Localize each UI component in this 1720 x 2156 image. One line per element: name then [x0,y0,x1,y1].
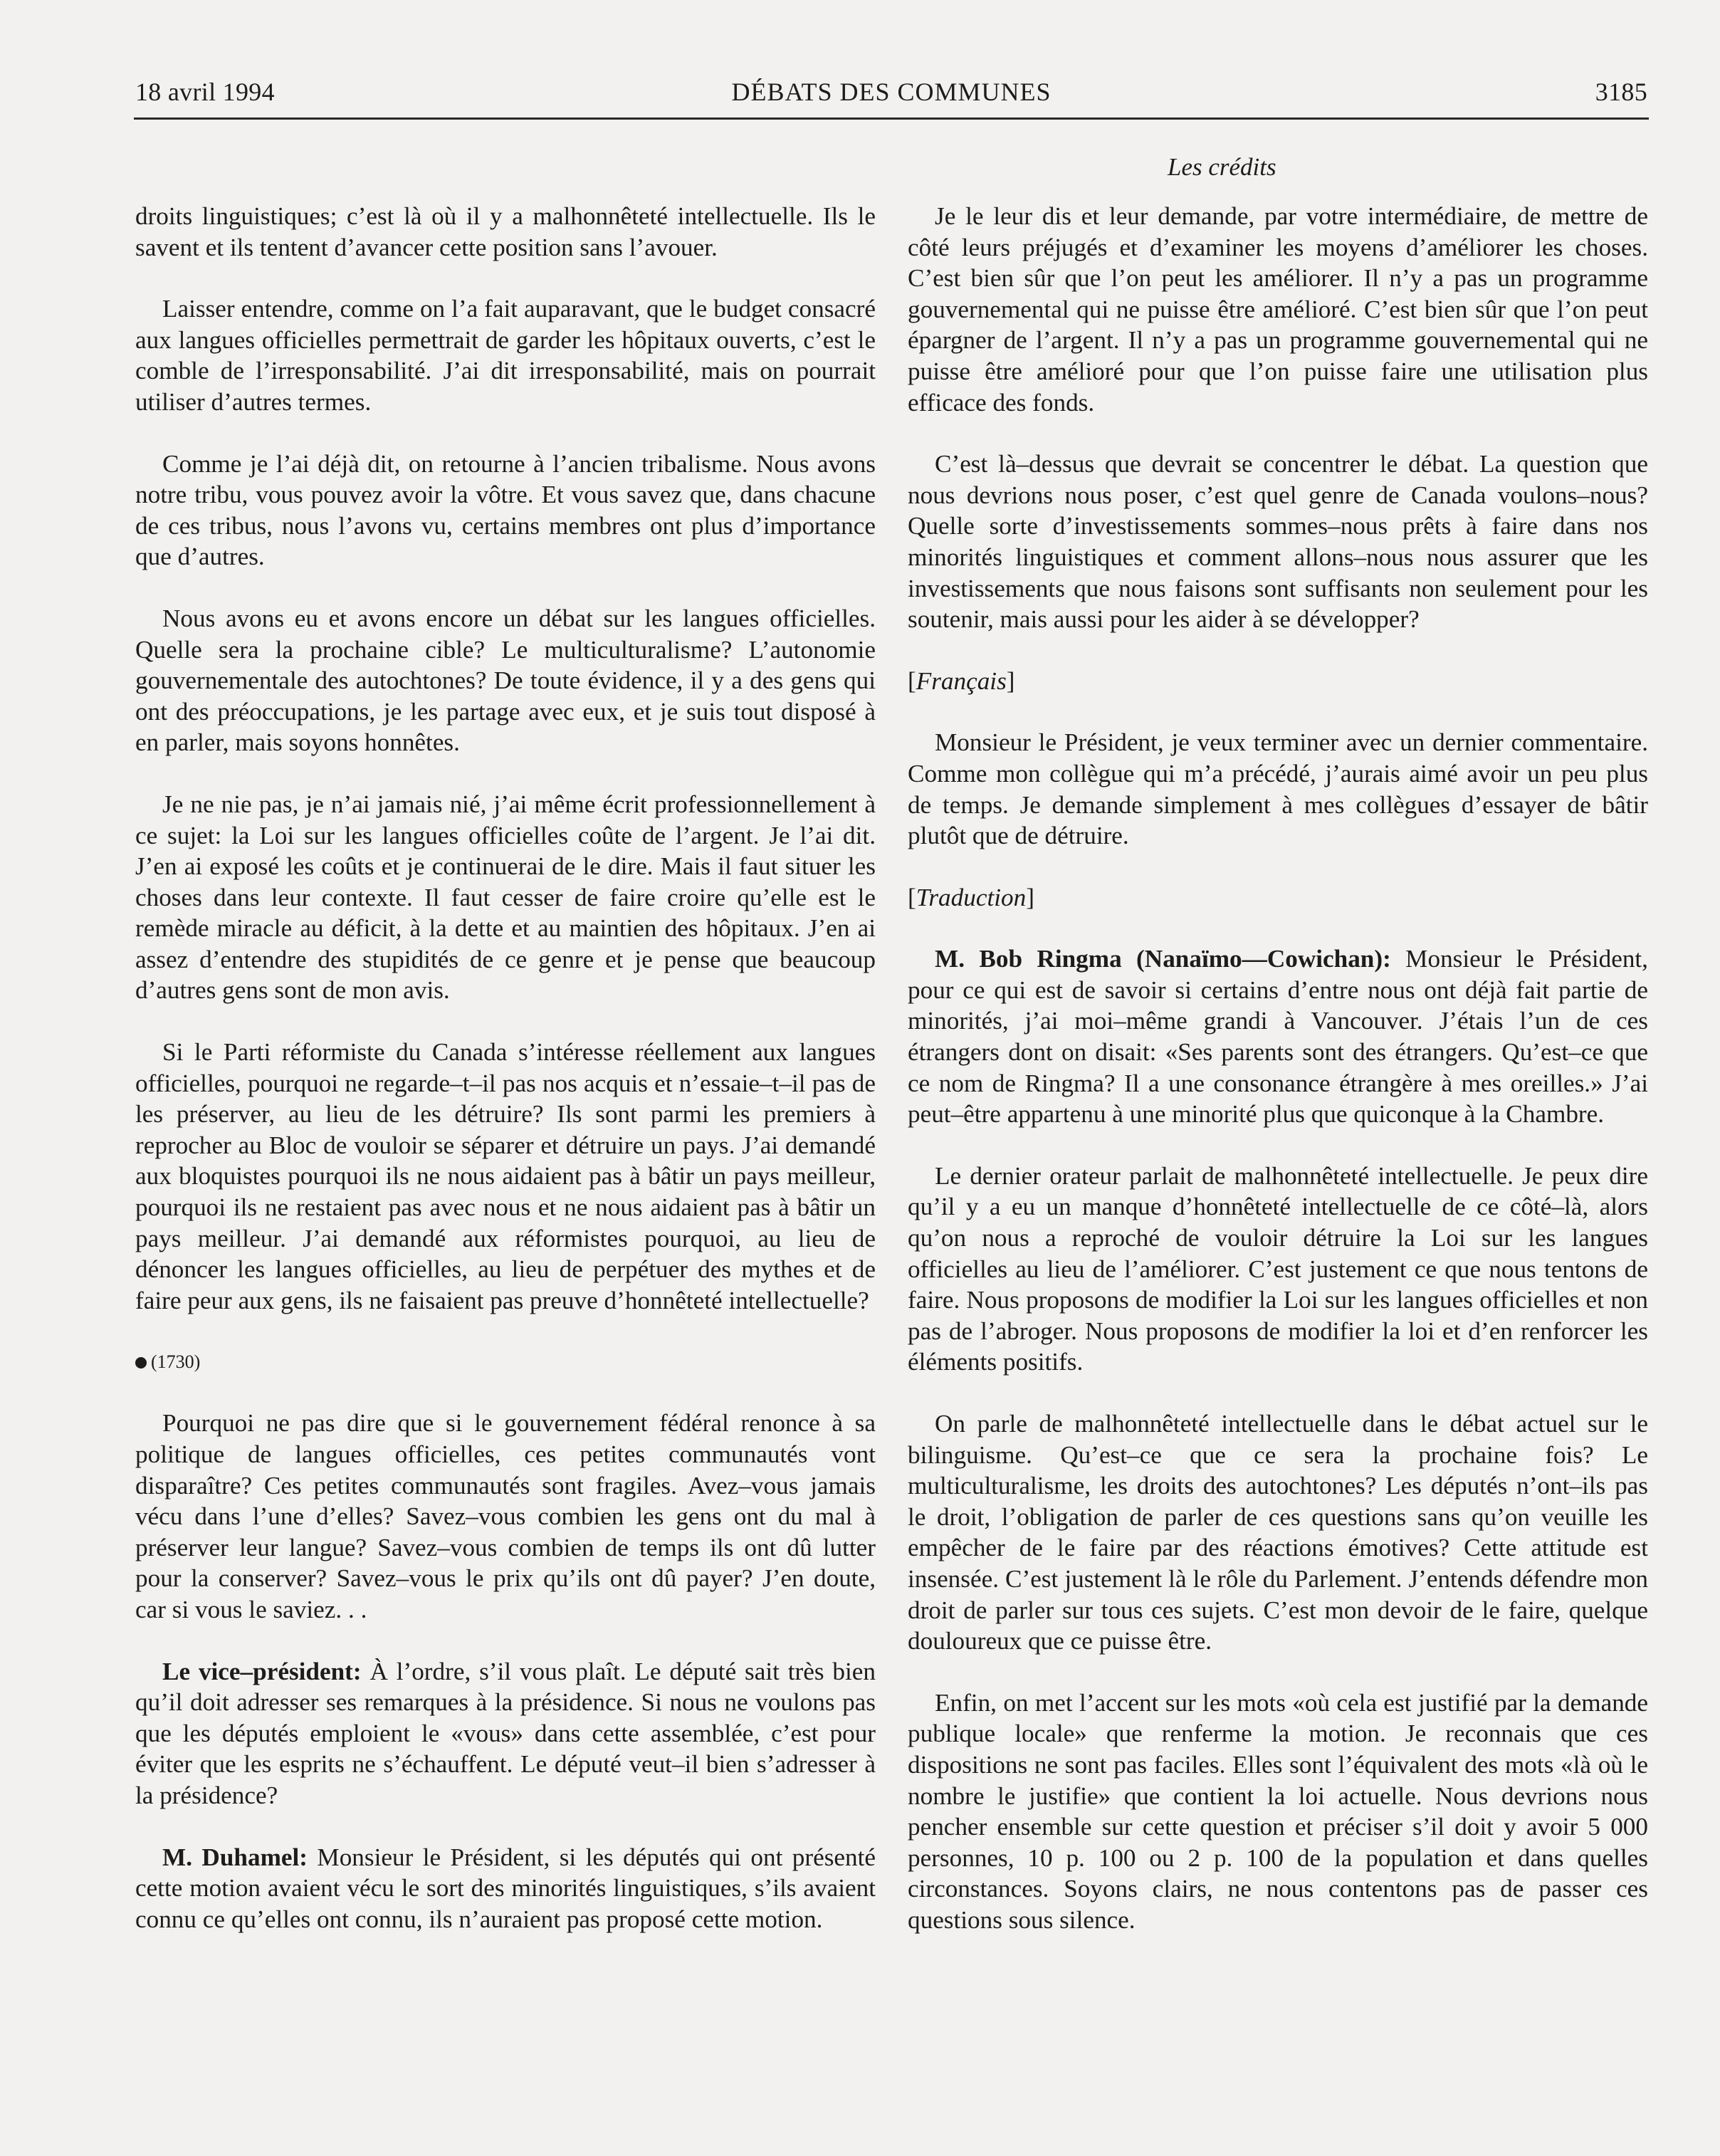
speaker-name: M. Bob Ringma (Nanaïmo—Cowichan): [935,945,1391,973]
header-title: DÉBATS DES COMMUNES [731,78,1052,106]
header-rule [134,117,1649,120]
paragraph: Nous avons eu et avons encore un débat sur les langues officielles. Quelle sera la prochaine cible? Le multiculturalisme? L’autonomie gouvernementale des autochtones? De toute évidence, il y a des gens qui ont des préoccupations, je les partage avec eux, et je suis tout disposé à en parler, mais soyons honnêtes. [135,604,876,757]
paragraph: droits linguistiques; c’est là où il y a malhonnêteté intellectuelle. Ils le savent et ils tentent d’avancer cette position sans l’avouer. [135,202,876,261]
section-label: Les crédits [1168,153,1276,181]
paragraph: C’est là–dessus que devrait se concentrer le débat. La question que nous devrions nous poser, c’est quel genre de Canada voulons–nous? Quelle sorte d’investissements sommes–nous prêts à faire dans nos minorités linguistiques et comment allons–nous nous assurer que les investissements que nous faisons sont suffisants non seulement pour les soutenir, mais aussi pour les aider à se développer? [908,450,1648,634]
paragraph: Monsieur le Président, je veux terminer avec un dernier commentaire. Comme mon collègue qui m’a précédé, j’aurais aimé avoir un peu plus de temps. Je demande simplement à mes collègues d’essayer de bâtir plutôt que de détruire. [908,728,1648,850]
language-label: [Français] [908,666,1015,695]
running-head [135,77,1647,120]
time-marker [135,1346,876,1377]
paragraph: Comme je l’ai déjà dit, on retourne à l’ancien tribalisme. Nous avons notre tribu, vous pouvez avoir la vôtre. Et vous savez que, dans chacune de ces tribus, nous l’avons vu, certains membres ont plus d’importance que d’autres. [135,449,876,571]
header-date: 18 avril 1994 [135,78,275,106]
left-column [135,201,876,1965]
paragraph: Le dernier orateur parlait de malhonnêteté intellectuelle. Je peux dire qu’il y a eu un manque d’honnêteté intellectuelle de ce côté–là, alors qu’on nous a reproché de vouloir détruire la Loi sur les langues officielles au lieu de l’améliorer. C’est justement ce que nous tentons de faire. Nous proposons de modifier la Loi sur les langues officielles et non pas de l’abroger. Nous proposons de modifier la loi et d’en renforcer les éléments positifs. [908,1161,1648,1376]
paragraph: Si le Parti réformiste du Canada s’intéresse réellement aux langues officielles, pourquoi ne regarde–t–il pas nos acquis et n’essaie–t–il pas de les préserver, au lieu de les détruire? Ils sont parmi les premiers à reprocher au Bloc de vouloir se séparer et détruire un pays. J’ai demandé aux bloquistes pourquoi ils ne nous aidaient pas à bâtir un pays meilleur, pourquoi ils ne restaient pas avec nous et ne nous aidaient pas à bâtir un pays meilleur. J’ai demandé aux réformistes pourquoi, au lieu de dénoncer les langues officielles, au lieu de perpétuer des mythes et de faire peur aux gens, ils ne faisaient pas preuve d’honnêteté intellectuelle? [135,1038,876,1314]
paragraph: Je ne nie pas, je n’ai jamais nié, j’ai même écrit professionnellement à ce sujet: la Loi sur les langues officielles coûte de l’argent. Je l’ai dit. J’en ai exposé les coûts et je continuerai de le dire. Mais il faut situer les choses dans leur contexte. Il faut cesser de faire croire qu’elle est le remède miracle au déficit, à la dette et au maintien des hôpitaux. J’en ai assez d’entendre des stupidités de ce genre et je pense que beaucoup d’autres gens sont de mon avis. [135,790,876,1005]
speaker-name: Le vice–président: [162,1657,362,1685]
speech-text: Monsieur le Président, pour ce qui est de savoir si certains d’entre nous ont déjà fait partie de minorités, j’ai moi–même grandi à Vancouver. J’étais l’un de ces étrangers dont on disait: «Ses parents sont des étrangers. Qu’est–ce que ce nom de Ringma? Il a une consonance étrangère à mes oreilles.» J’ai peut–être appartenu à une minorité plus que quiconque à la Chambre. [908,945,1648,1129]
right-column [908,201,1648,1967]
speech-text: Monsieur le Président, si les députés qui ont présenté cette motion avaient vécu le sort des minorités linguistiques, s’ils avaient connu ce qu’elles ont connu, ils n’auraient pas proposé cette motion. [135,1843,876,1933]
speech-paragraph [135,1656,876,1811]
paragraph: Je le leur dis et leur demande, par votre intermédiaire, de mettre de côté leurs préjugés et d’examiner les moyens d’améliorer les choses. C’est bien sûr que l’on peut les améliorer. Il n’y a pas un programme gouvernemental qui ne puisse être amélioré. C’est bien sûr que l’on peut épargner de l’argent. Il n’y a pas un programme gouvernemental qui ne puisse être amélioré pour que l’on puisse faire une utilisation plus efficace des fonds. [908,202,1648,417]
language-label-text: Traduction [916,883,1027,911]
header-page-number: 3185 [1595,78,1647,106]
speech-paragraph [908,943,1648,1130]
language-label-text: Français [916,666,1007,695]
bullet-icon [135,1357,147,1369]
time-marker-text: (1730) [151,1351,201,1373]
language-label: [Traduction] [908,883,1034,911]
paragraph: Pourquoi ne pas dire que si le gouvernement fédéral renonce à sa politique de langues officielles, ces petites communautés vont disparaître? Ces petites communautés sont fragiles. Avez–vous jamais vécu dans l’une d’elles? Savez–vous combien les gens ont du mal à préserver leur langue? Savez–vous combien de temps ils ont dû lutter pour la conserver? Savez–vous le prix qu’ils ont dû payer? J’en doute, car si vous le saviez. . . [135,1409,876,1623]
speaker-name: M. Duhamel: [162,1843,308,1871]
paragraph: Laisser entendre, comme on l’a fait auparavant, que le budget consacré aux langues officielles permettrait de garder les hôpitaux ouverts, c’est le comble de l’irresponsabilité. J’ai dit irresponsabilité, mais on pourrait utiliser d’autres termes. [135,295,876,416]
speech-text: À l’ordre, s’il vous plaît. Le député sait très bien qu’il doit adresser ses remarques à la présidence. Si nous ne voulons pas que les députés emploient le «vous» dans cette assemblée, c’est pour éviter que les esprits ne s’échauffent. Le député veut–il bien s’adresser à la présidence? [135,1657,876,1809]
paragraph: On parle de malhonnêteté intellectuelle dans le débat actuel sur le bilinguisme. Qu’est–ce que ce sera la prochaine fois? Le multiculturalisme, les droits des autochtones? Les députés n’ont–ils pas le droit, l’obligation de parler de ces questions sans qu’on veuille les empêcher de le faire par des réactions émotives? Cette attitude est insensée. C’est justement là le rôle du Parlement. J’entends défendre mon droit de parler sur tous ces sujets. C’est mon devoir de le faire, quelque douloureux que ce puisse être. [908,1410,1648,1655]
paragraph: Enfin, on met l’accent sur les mots «où cela est justifié par la demande publique locale» que renferme la motion. Je reconnais que ces dispositions ne sont pas faciles. Elles sont l’équivalent des mots «là où le nombre le justifie» que contient la loi actuelle. Nous devrions nous pencher ensemble sur cette question et préciser s’il doit y avoir 5 000 personnes, 10 p. 100 ou 2 p. 100 de la population et dans quelles circonstances. Soyons clairs, ne nous contentons pas de passer ces questions sous silence. [908,1688,1648,1934]
speech-paragraph [135,1842,876,1935]
